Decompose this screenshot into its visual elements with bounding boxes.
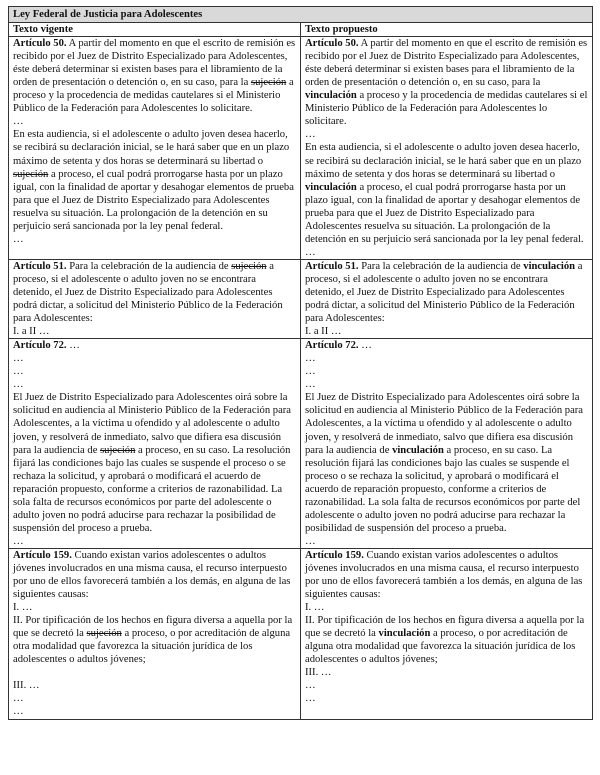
text-run: … <box>13 233 24 245</box>
article-51-current <box>9 259 301 338</box>
paragraph <box>305 535 589 548</box>
text-run: A partir del momento en que el escrito de remisión es recibido por el Juez de Distrito Especializado para Adolescentes, éste deberá determinar si existen bases para el libramiento de la orden de presentación o detención o, en su caso, para la <box>13 38 296 89</box>
text-run: … <box>305 379 316 391</box>
text-run: I. … <box>305 602 325 614</box>
table-title: Ley Federal de Justicia para Adolescentes <box>9 7 593 23</box>
paragraph <box>13 115 297 128</box>
struck-text: sujeción <box>86 628 122 640</box>
text-run: a proceso, o por acreditación de alguna otra modalidad que favorezca la situación jurídica de los adolescentes o adultos jóvenes; <box>13 628 291 666</box>
text-run: … <box>358 340 372 352</box>
text-run: a proceso, en su caso. La resolución fijará las condiciones bajo las cuales se suspende el proceso o se rechaza la solicitud, y aprobará o modificará el acuerdo de reparación propuesto, conforme a criterios de razonabilidad. La sola falta de recursos económicos por parte del adolescente o adulto joven no podrá aducirse para rechazar la posibilidad de suspensión del proceso a prueba. <box>305 444 581 534</box>
article-159-row <box>9 548 593 719</box>
text-run: I. … <box>13 602 33 614</box>
struck-text: sujeción <box>100 444 136 456</box>
paragraph <box>305 339 589 352</box>
text-run: … <box>305 680 316 692</box>
article-51-row <box>9 259 593 338</box>
text-run: … <box>13 693 24 705</box>
text-run: Cuando existan varios adolescentes o adultos jóvenes involucrados en una misma causa, el recurso interpuesto por uno de ellos favorecerá también a los demás, en alguna de las siguientes causas: <box>305 549 583 601</box>
article-50-current <box>9 37 301 260</box>
paragraph <box>13 666 297 679</box>
text-run: III. … <box>13 680 40 692</box>
header-current-text: Texto vigente <box>9 23 301 37</box>
table-title-row <box>9 7 593 23</box>
text-run: … <box>305 129 316 141</box>
bold-text: vinculación <box>392 444 444 456</box>
text-run: a proceso y la procedencia de medidas cautelares si el Ministerio Público de la Federación para Adolescentes lo solicitare. <box>13 77 294 115</box>
text-run: … <box>13 535 24 547</box>
bold-text: Artículo 72. <box>305 340 359 352</box>
text-run: … <box>305 366 316 378</box>
paragraph <box>305 37 589 128</box>
article-51-proposed <box>301 259 593 338</box>
paragraph <box>13 391 297 535</box>
paragraph <box>13 614 297 666</box>
paragraph <box>13 352 297 365</box>
paragraph <box>305 549 589 601</box>
text-run: … <box>305 353 316 365</box>
text-run: II. Por tipificación de los hechos en figura diversa a aquella por la que se decretó la <box>305 615 585 640</box>
paragraph <box>305 614 589 666</box>
bold-text: vinculación <box>523 260 576 272</box>
paragraph <box>13 679 297 692</box>
text-run: … <box>305 246 316 258</box>
text-run: … <box>13 116 24 128</box>
text-run: II. Por tipificación de los hechos en figura diversa a aquella por la que se decretó la <box>13 615 293 640</box>
paragraph <box>305 601 589 614</box>
bold-text: Artículo 50. <box>13 38 67 50</box>
text-run: Para la celebración de la audiencia de <box>358 260 524 272</box>
article-72-row <box>9 339 593 549</box>
text-run: En esta audiencia, si el adolescente o adulto joven desea hacerlo, se recibirá su declaración inicial, se le hará saber que en un plazo máximo de setenta y dos horas se determinará su libertad o <box>305 142 582 180</box>
paragraph <box>13 378 297 391</box>
article-50-row <box>9 37 593 260</box>
paragraph <box>13 339 297 352</box>
bold-text: vinculación <box>305 181 357 193</box>
text-run: En esta audiencia, si el adolescente o adulto joven desea hacerlo, se recibirá su declaración inicial, se le hará saber que en un plazo máximo de setenta y dos horas se determinará su libertad o <box>13 129 290 167</box>
document-page <box>8 6 592 720</box>
bold-text: vinculación <box>378 628 431 640</box>
struck-text: sujeción <box>250 77 287 89</box>
struck-text: sujeción <box>231 260 267 272</box>
bold-text: Artículo 159. <box>305 549 364 561</box>
paragraph <box>13 260 297 325</box>
text-run: … <box>13 366 24 378</box>
paragraph <box>13 37 297 115</box>
comparison-table <box>8 6 593 720</box>
paragraph <box>13 325 297 338</box>
bold-text: Artículo 51. <box>305 260 359 272</box>
text-run: I. a II … <box>305 326 342 338</box>
struck-text: sujeción <box>13 168 49 180</box>
paragraph <box>305 365 589 378</box>
paragraph <box>305 128 589 141</box>
paragraph <box>13 128 297 232</box>
text-run: a proceso, el cual podrá prorrogarse hasta por un plazo igual, con la finalidad de aportar y desahogar elementos de prueba para que el Juez de Distrito Especializado para Adolescentes resuelva su situación. La prolongación de la detención en su perjuicio será sancionada por la ley penal federal. <box>13 168 294 232</box>
text-run: A partir del momento en que el escrito de remisión es recibido por el Juez de Distrito Especializado para Adolescentes, éste deberá determinar si existen bases para el libramiento de la orden de presentación o detención o, en su caso, para la <box>305 38 588 89</box>
paragraph <box>305 666 589 679</box>
text-run: … <box>13 706 24 718</box>
paragraph <box>305 325 589 338</box>
bold-text: Artículo 159. <box>13 549 72 561</box>
article-72-proposed <box>301 339 593 549</box>
text-run: … <box>66 340 80 352</box>
paragraph <box>13 601 297 614</box>
text-run: Para la celebración de la audiencia de <box>66 260 232 272</box>
text-run: … <box>13 379 24 391</box>
table-header-row <box>9 23 593 37</box>
text-run: I. a II … <box>13 326 50 338</box>
bold-text: Artículo 51. <box>13 260 67 272</box>
bold-text: vinculación <box>305 90 357 102</box>
text-run: a proceso y la procedencia de medidas cautelares si el Ministerio Público de la Federación para Adolescentes lo solicitare. <box>305 90 588 128</box>
paragraph <box>305 141 589 245</box>
paragraph <box>13 233 297 246</box>
article-72-current <box>9 339 301 549</box>
paragraph <box>305 260 589 325</box>
text-run: a proceso, en su caso. La resolución fijará las condiciones bajo las cuales se suspende el proceso o se rechaza la solicitud, y aprobará o modificará el acuerdo de reparación propuesto, conforme a criterios de razonabilidad. La sola falta de recursos económicos por parte del adolescente o adulto joven no podrá aducirse para rechazar la posibilidad de suspensión del proceso a prueba. <box>13 444 291 534</box>
paragraph <box>305 679 589 692</box>
paragraph <box>305 391 589 535</box>
article-159-current <box>9 548 301 719</box>
paragraph <box>305 692 589 705</box>
paragraph <box>13 692 297 705</box>
paragraph <box>305 378 589 391</box>
bold-text: Artículo 50. <box>305 38 359 50</box>
text-run: El Juez de Distrito Especializado para Adolescentes oirá sobre la solicitud en audiencia al Ministerio Público de la Federación para Adolescentes, a la víctima u ofendido y al adolescente o adulto joven, y resolverá de inmediato, salvo que difiera esa discusión para la audiencia de <box>305 392 583 456</box>
header-proposed-text: Texto propuesto <box>301 23 593 37</box>
text-run: El Juez de Distrito Especializado para Adolescentes oirá sobre la solicitud en audiencia al Ministerio Público de la Federación para Adolescentes, a la víctima u ofendido y al adolescente o adulto joven, y resolverá de inmediato, salvo que difiera esa discusión para la audiencia de <box>13 392 291 456</box>
article-50-proposed <box>301 37 593 260</box>
paragraph <box>13 365 297 378</box>
text-run: a proceso, o por acreditación de alguna otra modalidad que favorezca la situación jurídica de los adolescentes o adultos jóvenes; <box>305 628 576 666</box>
paragraph <box>13 549 297 601</box>
bold-text: Artículo 72. <box>13 340 67 352</box>
text-run: III. … <box>305 667 332 679</box>
article-159-proposed <box>301 548 593 719</box>
paragraph <box>13 535 297 548</box>
paragraph <box>305 352 589 365</box>
text-run: a proceso, si el adolescente o adulto joven no se encontrara detenido, el Juez de Distrito Especializado para Adolescentes podrá dictar, a solicitud del Ministerio Público de la Federación para Adolescentes: <box>13 260 283 325</box>
paragraph <box>13 705 297 718</box>
text-run: Cuando existan varios adolescentes o adultos jóvenes involucrados en una misma causa, el recurso interpuesto por uno de ellos favorecerá también a los demás, en alguna de las siguientes causas: <box>13 549 291 601</box>
text-run: a proceso, el cual podrá prorrogarse hasta por un plazo igual, con la finalidad de aportar y desahogar elementos de prueba para que el Juez de Distrito Especializado para Adolescentes resuelva su situación. La prolongación de la detención en su perjuicio será sancionada por la ley penal federal. <box>305 181 584 245</box>
text-run: … <box>13 353 24 365</box>
text-run: … <box>305 535 316 547</box>
text-run: … <box>305 693 316 705</box>
text-run: a proceso, si el adolescente o adulto joven no se encontrara detenido, el Juez de Distrito Especializado para Adolescentes podrá dictar, a solicitud del Ministerio Público de la Federación para Adolescentes: <box>305 260 583 325</box>
paragraph <box>305 246 589 259</box>
